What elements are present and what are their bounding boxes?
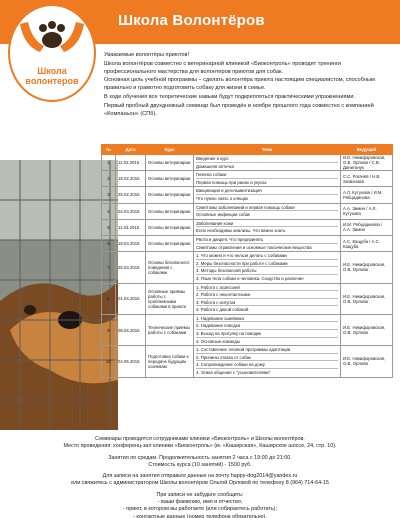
footer-line: или свяжитесь с администратором Школы волонтёров Ольгой Орловой по телефону 8 (964) 714-64-15 <box>71 480 329 487</box>
topic-item: 4. Этика общения с "усыновителями" <box>196 370 271 376</box>
school-logo <box>8 4 96 102</box>
row-topics <box>194 314 341 345</box>
intro-greeting: Уважаемые волонтёры приютов! <box>104 52 190 58</box>
row-lead: А.Л. Кутукова / И.М. Рябцадинова <box>341 187 393 203</box>
row-number: 1 <box>102 155 116 171</box>
footer-line: Занятия по средам. Продолжительность занятия 2 часа с 19:00 до 21:00. <box>108 454 292 461</box>
footer-line: - контактные данные (номер телефона обязательно). <box>133 513 267 518</box>
row-lead: И.Е. Никифоровская, О.В. Орлова <box>341 346 393 377</box>
table-row <box>102 219 393 235</box>
row-course: Подготовка собаки к передаче будущим хозяевам <box>146 346 194 377</box>
topic-item: 4. Язык тела собаки и человека. Сходство и различие <box>196 275 304 281</box>
row-number: 9 <box>102 314 116 345</box>
column-header-course: Курс <box>146 145 194 155</box>
topic-item: 2. Работа с неконтактными <box>196 291 338 299</box>
topic-item: 1. Надевание ошейника <box>196 315 338 323</box>
row-lead: И.Е. Никифоровская, О.В. Орлова <box>341 283 393 314</box>
row-topics <box>194 252 341 283</box>
topic-item: Первая помощь при ранах и укусах <box>196 179 267 185</box>
topic-item: 1. Составление типовой программы адаптации <box>196 346 338 354</box>
row-date: 25.02.2015 <box>116 187 146 203</box>
topic-item: 3. Выход на прогулку на поводке <box>196 330 338 338</box>
row-number: 4 <box>102 203 116 219</box>
row-topics <box>194 283 341 314</box>
row-course: Основы ветеринарии <box>146 235 194 251</box>
topic-item: Симптомы отравления и основные токсические вещества <box>196 244 312 250</box>
column-header-number: № <box>102 145 116 155</box>
page-title: Школа Волонтёров <box>118 12 265 29</box>
row-number: 6 <box>102 235 116 251</box>
intro-paragraph: Школа волонтёров совместно с ветеринарной клиникой «Биоконтроль» проводят тренинги профессионального мастерства для волонтеров приютов для собак. <box>104 60 342 75</box>
table-row <box>102 235 393 251</box>
topic-item: Заболевания кожи <box>196 220 338 228</box>
topic-item: 2. Причины отказа от собак <box>196 354 338 362</box>
row-date: 25.03.2015 <box>116 252 146 283</box>
topic-item: Рвота и диарея. Что предпринять <box>196 236 338 244</box>
row-topics <box>194 235 341 251</box>
schedule-table <box>101 144 393 378</box>
row-topics <box>194 203 341 219</box>
topic-item: 1. Что можно и что нельзя делать с собаками <box>196 252 338 260</box>
column-header-date: Дата <box>116 145 146 155</box>
topic-item: Вакцинация и дегельминтизация <box>196 187 338 195</box>
row-topics <box>194 187 341 203</box>
intro-paragraph: Первый пробный двухдневный семинар был проведён в ноябре прошлого года совместно с компанией «Компаньон» (СПб). <box>104 102 374 117</box>
footer-line: Стоимость курса (10 занятий) - 1500 руб. <box>148 461 252 468</box>
row-date: 11.02.2015 <box>116 155 146 171</box>
topic-item: 3. Методы безопасной работы <box>196 267 338 275</box>
intro-text <box>104 52 392 120</box>
row-number: 10 <box>102 346 116 377</box>
footer-line: При записи не забудьте сообщить: <box>156 491 244 498</box>
topic-item: 2. Меры безопасности при работе с собаками <box>196 260 338 268</box>
footer-line: - ваши фамилию, имя и отчество; <box>157 499 243 506</box>
logo-text: Школа волонтеров <box>25 66 79 86</box>
footer-line: Для записи на занятия отправьте данные на почту happy-dog2014@yandex.ru <box>102 473 298 480</box>
row-number: 8 <box>102 283 116 314</box>
table-row <box>102 283 393 314</box>
intro-paragraph: В ходе обучения все теоретические навыки будут подкрепляться практическими упражнениями. <box>104 94 356 101</box>
topic-item: 3. Сопровождение собаки на дому <box>196 361 338 369</box>
row-course: Основы ветеринарии <box>146 155 194 171</box>
column-header-topic: Тема <box>194 145 341 155</box>
row-course: Основы ветеринарии <box>146 219 194 235</box>
row-course: Основы ветеринарии <box>146 203 194 219</box>
row-lead: И.Е. Никифоровская, О.В. Орлова / С.В. Данильчук <box>341 155 393 171</box>
row-number: 2 <box>102 171 116 187</box>
row-course: Основы ветеринарии <box>146 171 194 187</box>
topic-item: Симптомы заболеваний и первая помощь собаке <box>196 204 338 212</box>
row-topics <box>194 219 341 235</box>
topic-item: 2. Надевание поводка <box>196 322 338 330</box>
topic-item: Домашняя аптечка <box>196 163 234 169</box>
topic-item: 3. Работа с испугом <box>196 299 338 307</box>
table-row <box>102 252 393 283</box>
table-row <box>102 314 393 345</box>
topic-item: 1. Работа с агрессией <box>196 284 338 292</box>
topic-item: Основные инфекции собак <box>196 212 250 218</box>
topic-item: Что нужно знать о клещах <box>196 195 249 201</box>
row-date: 04.03.2015 <box>116 203 146 219</box>
table-header-row <box>102 145 393 155</box>
row-course: Основы безопасного поведения с собаками <box>146 252 194 283</box>
row-course: Основные приёмы работы с проблемными собаками в приюте <box>146 283 194 314</box>
row-lead: И.Е. Никифоровская, О.В. Орлова <box>341 314 393 345</box>
row-lead: А.С. Кащуба / А.С. Кащуба <box>341 235 393 251</box>
row-lead: С.С. Рогачёв / Н.В. Зазвонова <box>341 171 393 187</box>
topic-item: 4. Работа с дикой собакой <box>196 307 249 313</box>
row-lead: И.М. Рябцадинова / А.А. Зимин <box>341 219 393 235</box>
table-row <box>102 171 393 187</box>
row-course: Технические приёмы работы с собаками <box>146 314 194 345</box>
row-date: 18.03.2015 <box>116 235 146 251</box>
row-date: 08.04.2015 <box>116 314 146 345</box>
row-lead: А.А. Зимин / А.Л. Кутукова <box>341 203 393 219</box>
row-date: 18.02.2015 <box>116 171 146 187</box>
footer-line: Семинары проводятся сотрудниками клиники «Биоконтроль» и Школы волонтёров. <box>95 436 305 442</box>
column-header-lead: Ведущий <box>341 145 393 155</box>
row-number: 3 <box>102 187 116 203</box>
table-row <box>102 155 393 171</box>
row-topics <box>194 346 341 377</box>
topic-item: Введение в курс <box>196 155 338 163</box>
topic-item: 4. Основные команды <box>196 338 240 344</box>
topic-item: Гигиена собаки <box>196 171 338 179</box>
row-date: 11.03.2015 <box>116 219 146 235</box>
row-topics <box>194 155 341 171</box>
row-date: 04.05.2015 <box>116 346 146 377</box>
row-topics <box>194 171 341 187</box>
row-course: Основы ветеринарии <box>146 187 194 203</box>
row-number: 5 <box>102 219 116 235</box>
footer-line: - приют, в котором вы работаете (или собираетесь работать); <box>123 506 277 513</box>
table-row <box>102 346 393 377</box>
table-row <box>102 187 393 203</box>
footer-line: Место проведения: конференц-зал клиники «Биоконтроль» (м. «Каширская», Каширское шоссе, 24, стр. 10). <box>63 443 337 450</box>
intro-paragraph: Основная цель учебной программы – сделать волонтёра приюта настоящим специалистом, способным правильно и грамотно подготовить собаку для жизни в семье. <box>104 77 375 92</box>
row-lead: И.Е. Никифоровская, О.В. Орлова <box>341 252 393 283</box>
footer-info <box>0 436 400 518</box>
row-number: 7 <box>102 252 116 283</box>
row-date: 01.04.2015 <box>116 283 146 314</box>
table-row <box>102 203 393 219</box>
topic-item: Если необходимы анализы. Что важно знать <box>196 228 286 234</box>
